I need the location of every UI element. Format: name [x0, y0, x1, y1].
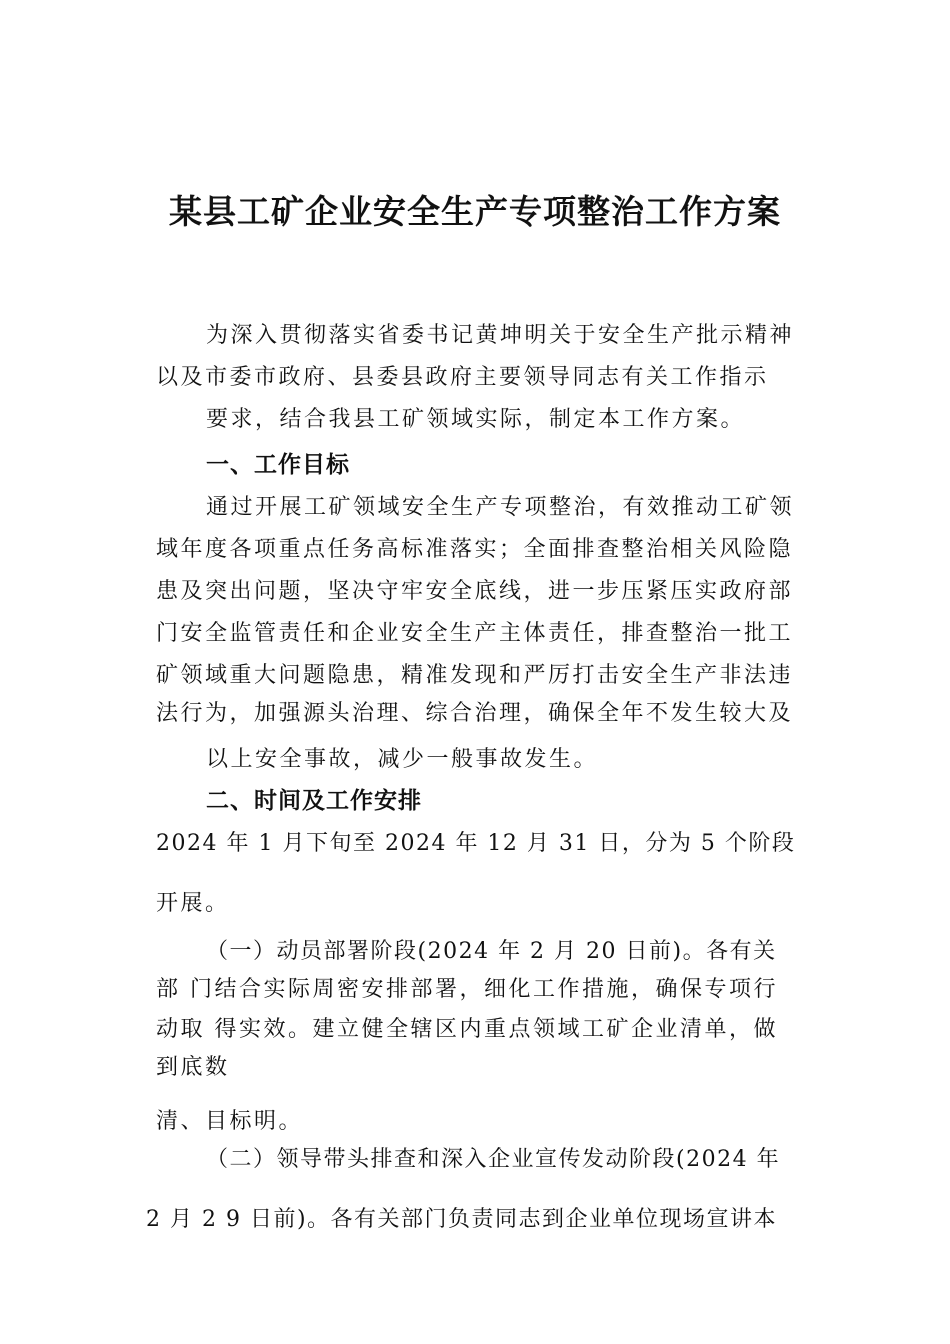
paragraph-line: 部 门结合实际周密安排部署，细化工作措施，确保专项行 [156, 977, 778, 1002]
paragraph-line: 矿领域重大问题隐患，精准发现和严厉打击安全生产非法违 [156, 663, 794, 688]
paragraph-line: 以上安全事故，减少一般事故发生。 [206, 747, 599, 772]
paragraph-line: 患及突出问题，坚决守牢安全底线，进一步压紧压实政府部 [156, 579, 794, 604]
section-heading-goals: 一、工作目标 [206, 452, 350, 478]
paragraph-line: （一）动员部署阶段(2024 年 2 月 20 日前)。各有关 [206, 939, 777, 964]
paragraph-line: 2 月 2 9 日前)。各有关部门负责同志到企业单位现场宣讲本 [146, 1207, 778, 1232]
paragraph-line: 通过开展工矿领域安全生产专项整治，有效推动工矿领 [206, 495, 795, 520]
paragraph-line: 2024 年 1 月下旬至 2024 年 12 月 31 日，分为 5 个阶段 [156, 831, 796, 856]
intro-line: 为深入贯彻落实省委书记黄坤明关于安全生产批示精神 [206, 323, 795, 348]
paragraph-line: 域年度各项重点任务高标准落实；全面排查整治相关风险隐 [156, 537, 794, 562]
paragraph-line: 法行为，加强源头治理、综合治理，确保全年不发生较大及 [156, 701, 794, 726]
paragraph-line: （二）领导带头排查和深入企业宣传发动阶段(2024 年 [206, 1147, 781, 1172]
paragraph-line: 到底数 [156, 1055, 230, 1080]
paragraph-line: 门安全监管责任和企业安全生产主体责任，排查整治一批工 [156, 621, 794, 646]
document-title: 某县工矿企业安全生产专项整治工作方案 [169, 192, 781, 231]
intro-line: 要求，结合我县工矿领域实际，制定本工作方案。 [206, 407, 746, 432]
paragraph-line: 清、目标明。 [156, 1109, 304, 1134]
intro-line: 以及市委市政府、县委县政府主要领导同志有关工作指示 [156, 365, 769, 390]
section-heading-schedule: 二、时间及工作安排 [206, 788, 422, 814]
paragraph-line: 动取 得实效。建立健全辖区内重点领域工矿企业清单，做 [156, 1017, 778, 1042]
paragraph-line: 开展。 [156, 891, 230, 916]
